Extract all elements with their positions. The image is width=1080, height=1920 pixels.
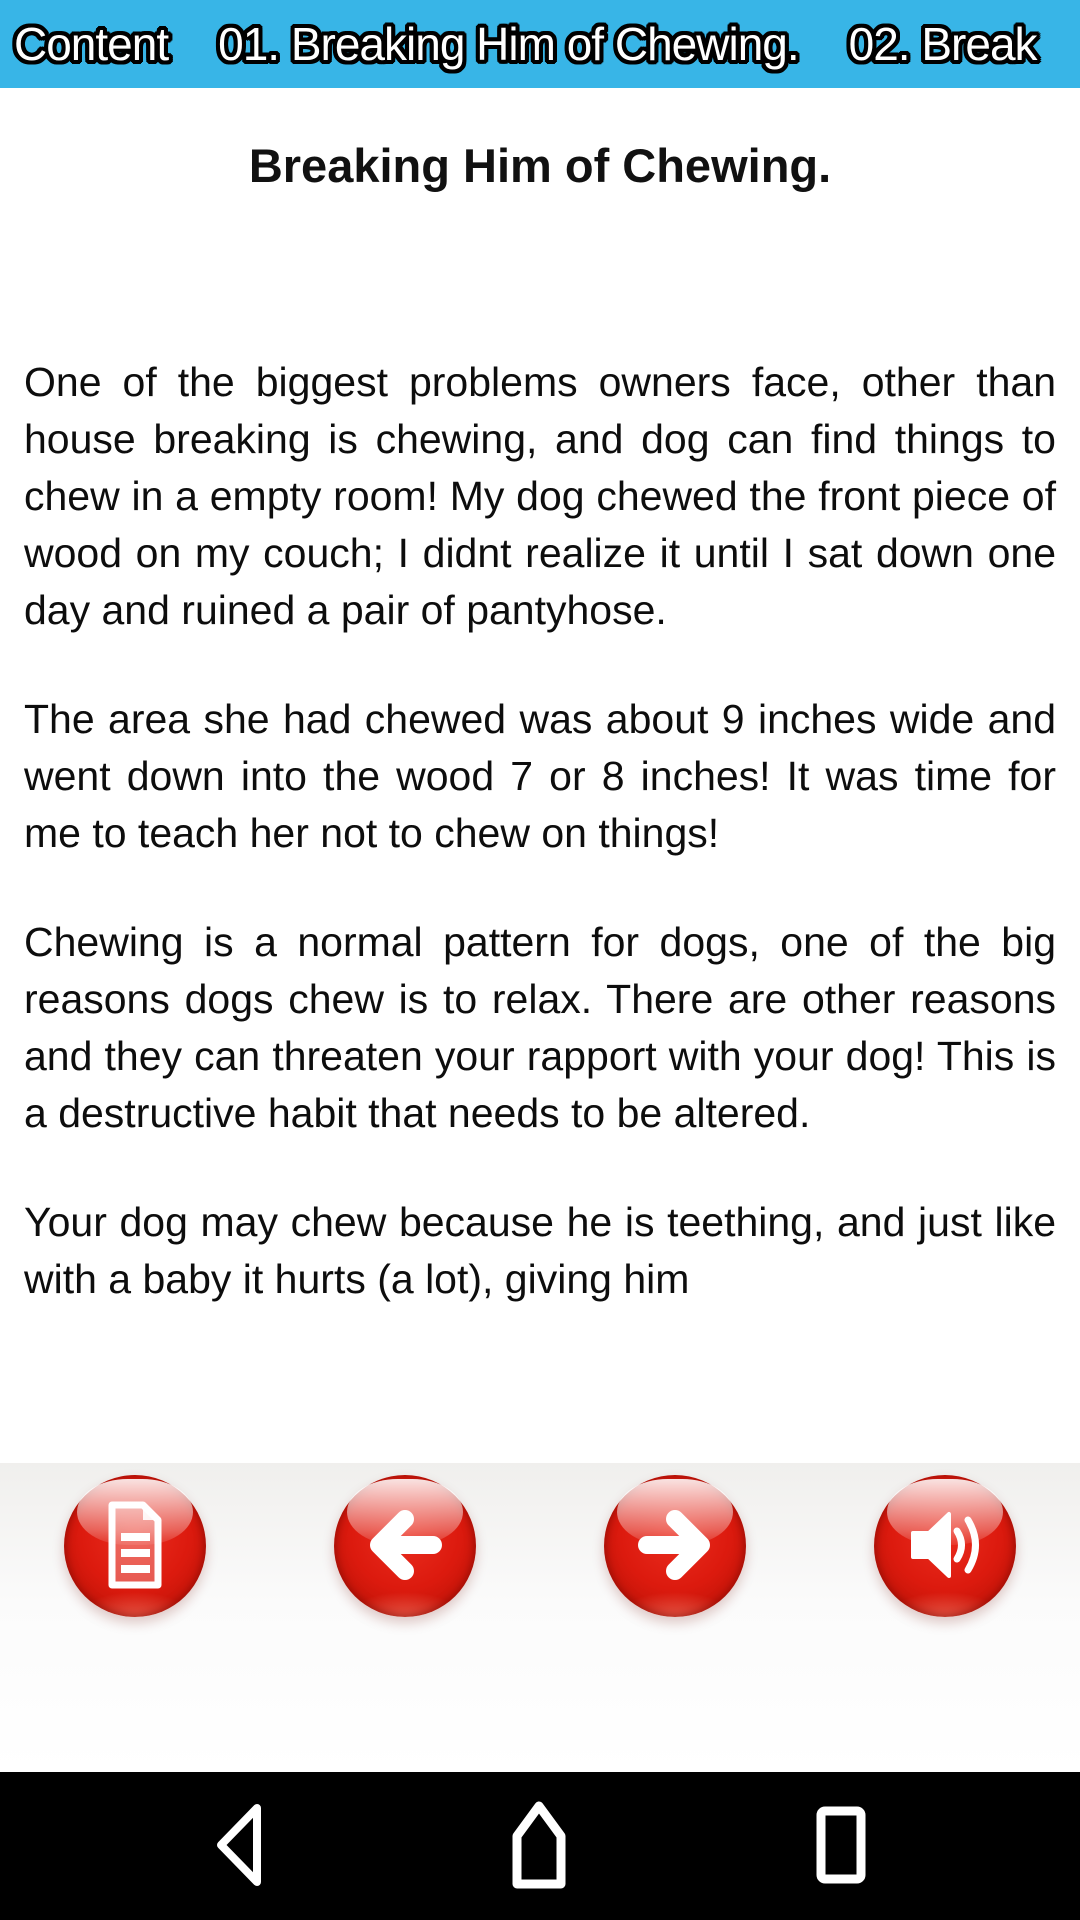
reader-toolbar (0, 1463, 1080, 1772)
speaker-icon (899, 1499, 991, 1594)
tab-chapter-02[interactable]: 02. Break (848, 18, 1037, 70)
article-paragraph: Your dog may chew because he is teething, and just like with a baby it hurts (a lot), giving him (24, 1199, 1056, 1303)
tab-content[interactable]: Content (14, 18, 169, 70)
android-recents-button[interactable] (781, 1772, 901, 1920)
toolbar-buttons-row (0, 1463, 1080, 1617)
document-icon (96, 1499, 174, 1594)
arrow-right-icon (629, 1499, 721, 1594)
article-paragraph: Chewing is a normal pattern for dogs, one of the big reasons dogs chew is to relax. There are other reasons and they can threaten your rapport with your dog! This is a destructive habit that needs to be altered. (24, 919, 1056, 1137)
next-page-button[interactable] (604, 1475, 746, 1617)
android-navigation-bar (0, 1772, 1080, 1920)
previous-page-button[interactable] (334, 1475, 476, 1617)
recents-icon (815, 1805, 867, 1888)
back-icon (213, 1801, 265, 1892)
android-home-button[interactable] (479, 1772, 599, 1920)
article-page[interactable] (0, 88, 1080, 1463)
chapter-tab-strip (0, 0, 1080, 88)
article-title: Breaking Him of Chewing. (248, 139, 832, 192)
android-back-button[interactable] (179, 1772, 299, 1920)
contents-button[interactable] (64, 1475, 206, 1617)
home-icon (508, 1799, 570, 1894)
article-paragraph: One of the biggest problems owners face, other than house breaking is chewing, and dog can find things to chew in a empty room! My dog chewed the front piece of wood on my couch; I didnt realize it until I sat down one day and ruined a pair of pantyhose. (24, 359, 1056, 634)
tab-chapter-01[interactable]: 01. Breaking Him of Chewing. (218, 18, 799, 70)
arrow-left-icon (359, 1499, 451, 1594)
speak-button[interactable] (874, 1475, 1016, 1617)
article-paragraph: The area she had chewed was about 9 inches wide and went down into the wood 7 or 8 inches! It was time for me to teach her not to chew on things! (24, 696, 1056, 857)
